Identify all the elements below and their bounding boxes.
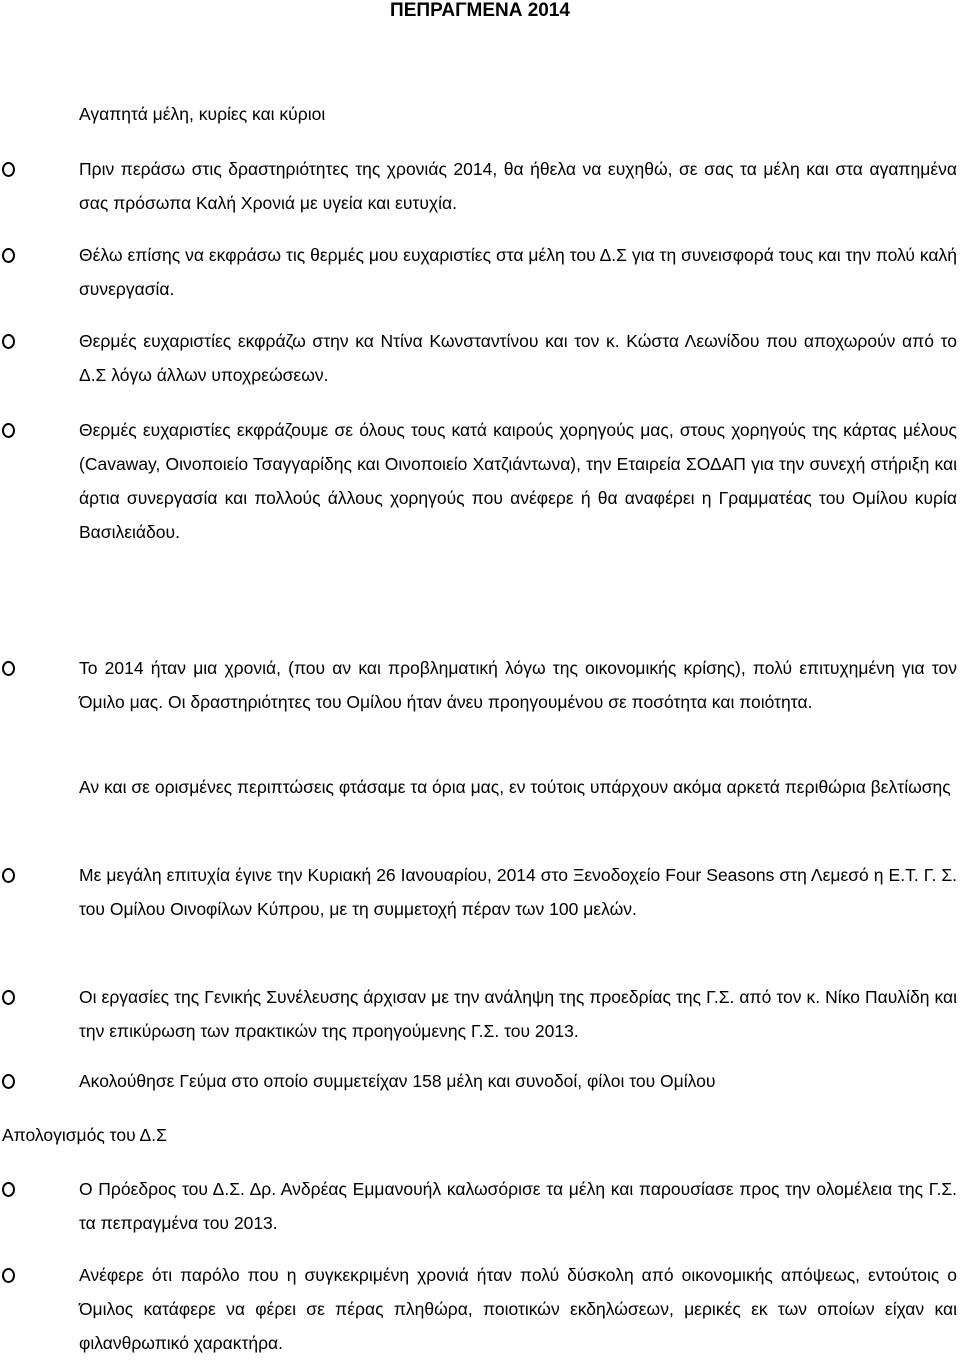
bullet-marker [2,248,15,263]
bullet-marker [2,661,15,676]
bullet-paragraph-3: Θερμές ευχαριστίες εκφράζω στην κα Ντίνα Κωνσταντίνου και τον κ. Κώστα Λεωνίδου που αποχωρούν από το Δ.Σ λόγω άλλων υποχρεώσεων. [79,331,957,385]
bullet-marker [2,1268,15,1283]
document-title: ΠΕΠΡΑΓΜΕΝΑ 2014 [389,0,570,21]
bullet-paragraph-4: Θερμές ευχαριστίες εκφράζουμε σε όλους τους κατά καιρούς χορηγούς μας, στους χορηγούς της κάρτας μέλους (Cavaway, Οινοποιείο Τσαγγαρίδης και Οινοποιείο Χατζιάντωνα), την Εταιρεία ΣΟΔΑΠ για την συνεχή στήριξη και άρτια συνεργασία και πολλούς άλλους χορηγούς που ανέφερε ή θα αναφέρει η Γραμματέας του Ομίλου κυρία Βασιλειάδου. [79,420,957,542]
bullet-paragraph-1: Πριν περάσω στις δραστηριότητες της χρονιάς 2014, θα ήθελα να ευχηθώ, σε σας τα μέλη και στα αγαπημένα σας πρόσωπα Καλή Χρονιά με υγεία και ευτυχία. [79,159,957,213]
bullet-paragraph-9: Ο Πρόεδρος του Δ.Σ. Δρ. Ανδρέας Εμμανουήλ καλωσόρισε τα μέλη και παρουσίασε προς την ολομέλεια της Γ.Σ. τα πεπραγμένα του 2013. [79,1179,957,1233]
greeting: Αγαπητά μέλη, κυρίες και κύριοι [79,104,326,124]
plain-paragraph: Αν και σε ορισμένες περιπτώσεις φτάσαμε τα όρια μας, εν τούτοις υπάρχουν ακόμα αρκετά περιθώρια βελτίωσης [79,777,951,797]
bullet-marker [2,868,15,883]
bullet-marker [2,1182,15,1197]
bullet-paragraph-8: Ακολούθησε Γεύμα στο οποίο συμμετείχαν 158 μέλη και συνοδοί, φίλοι του Ομίλου [79,1071,716,1091]
bullet-paragraph-6: Με μεγάλη επιτυχία έγινε την Κυριακή 26 Ιανουαρίου, 2014 στο Ξενοδοχείο Four Seasons στη Λεμεσό η Ε.Τ. Γ. Σ. του Ομίλου Οινοφίλων Κύπρου, με τη συμμετοχή πέραν των 100 μελών. [79,865,957,919]
bullet-marker [2,423,15,438]
bullet-marker [2,162,15,177]
section-heading: Απολογισμός του Δ.Σ [2,1125,167,1145]
bullet-paragraph-2: Θέλω επίσης να εκφράσω τις θερμές μου ευχαριστίες στα μέλη του Δ.Σ για τη συνεισφορά τους και την πολύ καλή συνεργασία. [79,245,957,299]
bullet-paragraph-5: Το 2014 ήταν μια χρονιά, (που αν και προβληματική λόγω της οικονομικής κρίσης), πολύ επιτυχημένη για τον Όμιλο μας. Οι δραστηριότητες του Ομίλου ήταν άνευ προηγουμένου σε ποσότητα και ποιότητα. [79,658,957,712]
bullet-marker [2,1074,15,1089]
bullet-marker [2,990,15,1005]
bullet-paragraph-7: Οι εργασίες της Γενικής Συνέλευσης άρχισαν με την ανάληψη της προεδρίας της Γ.Σ. από τον κ. Νίκο Παυλίδη και την επικύρωση των πρακτικών της προηγούμενης Γ.Σ. του 2013. [79,987,957,1041]
bullet-marker [2,334,15,349]
bullet-paragraph-10: Ανέφερε ότι παρόλο που η συγκεκριμένη χρονιά ήταν πολύ δύσκολη από οικονομικής απόψεως, εντούτοις ο Όμιλος κατάφερε να φέρει σε πέρας πληθώρα, ποιοτικών εκδηλώσεων, μερικές εκ των οποίων είχαν και φιλανθρωπικό χαρακτήρα. [79,1265,957,1353]
